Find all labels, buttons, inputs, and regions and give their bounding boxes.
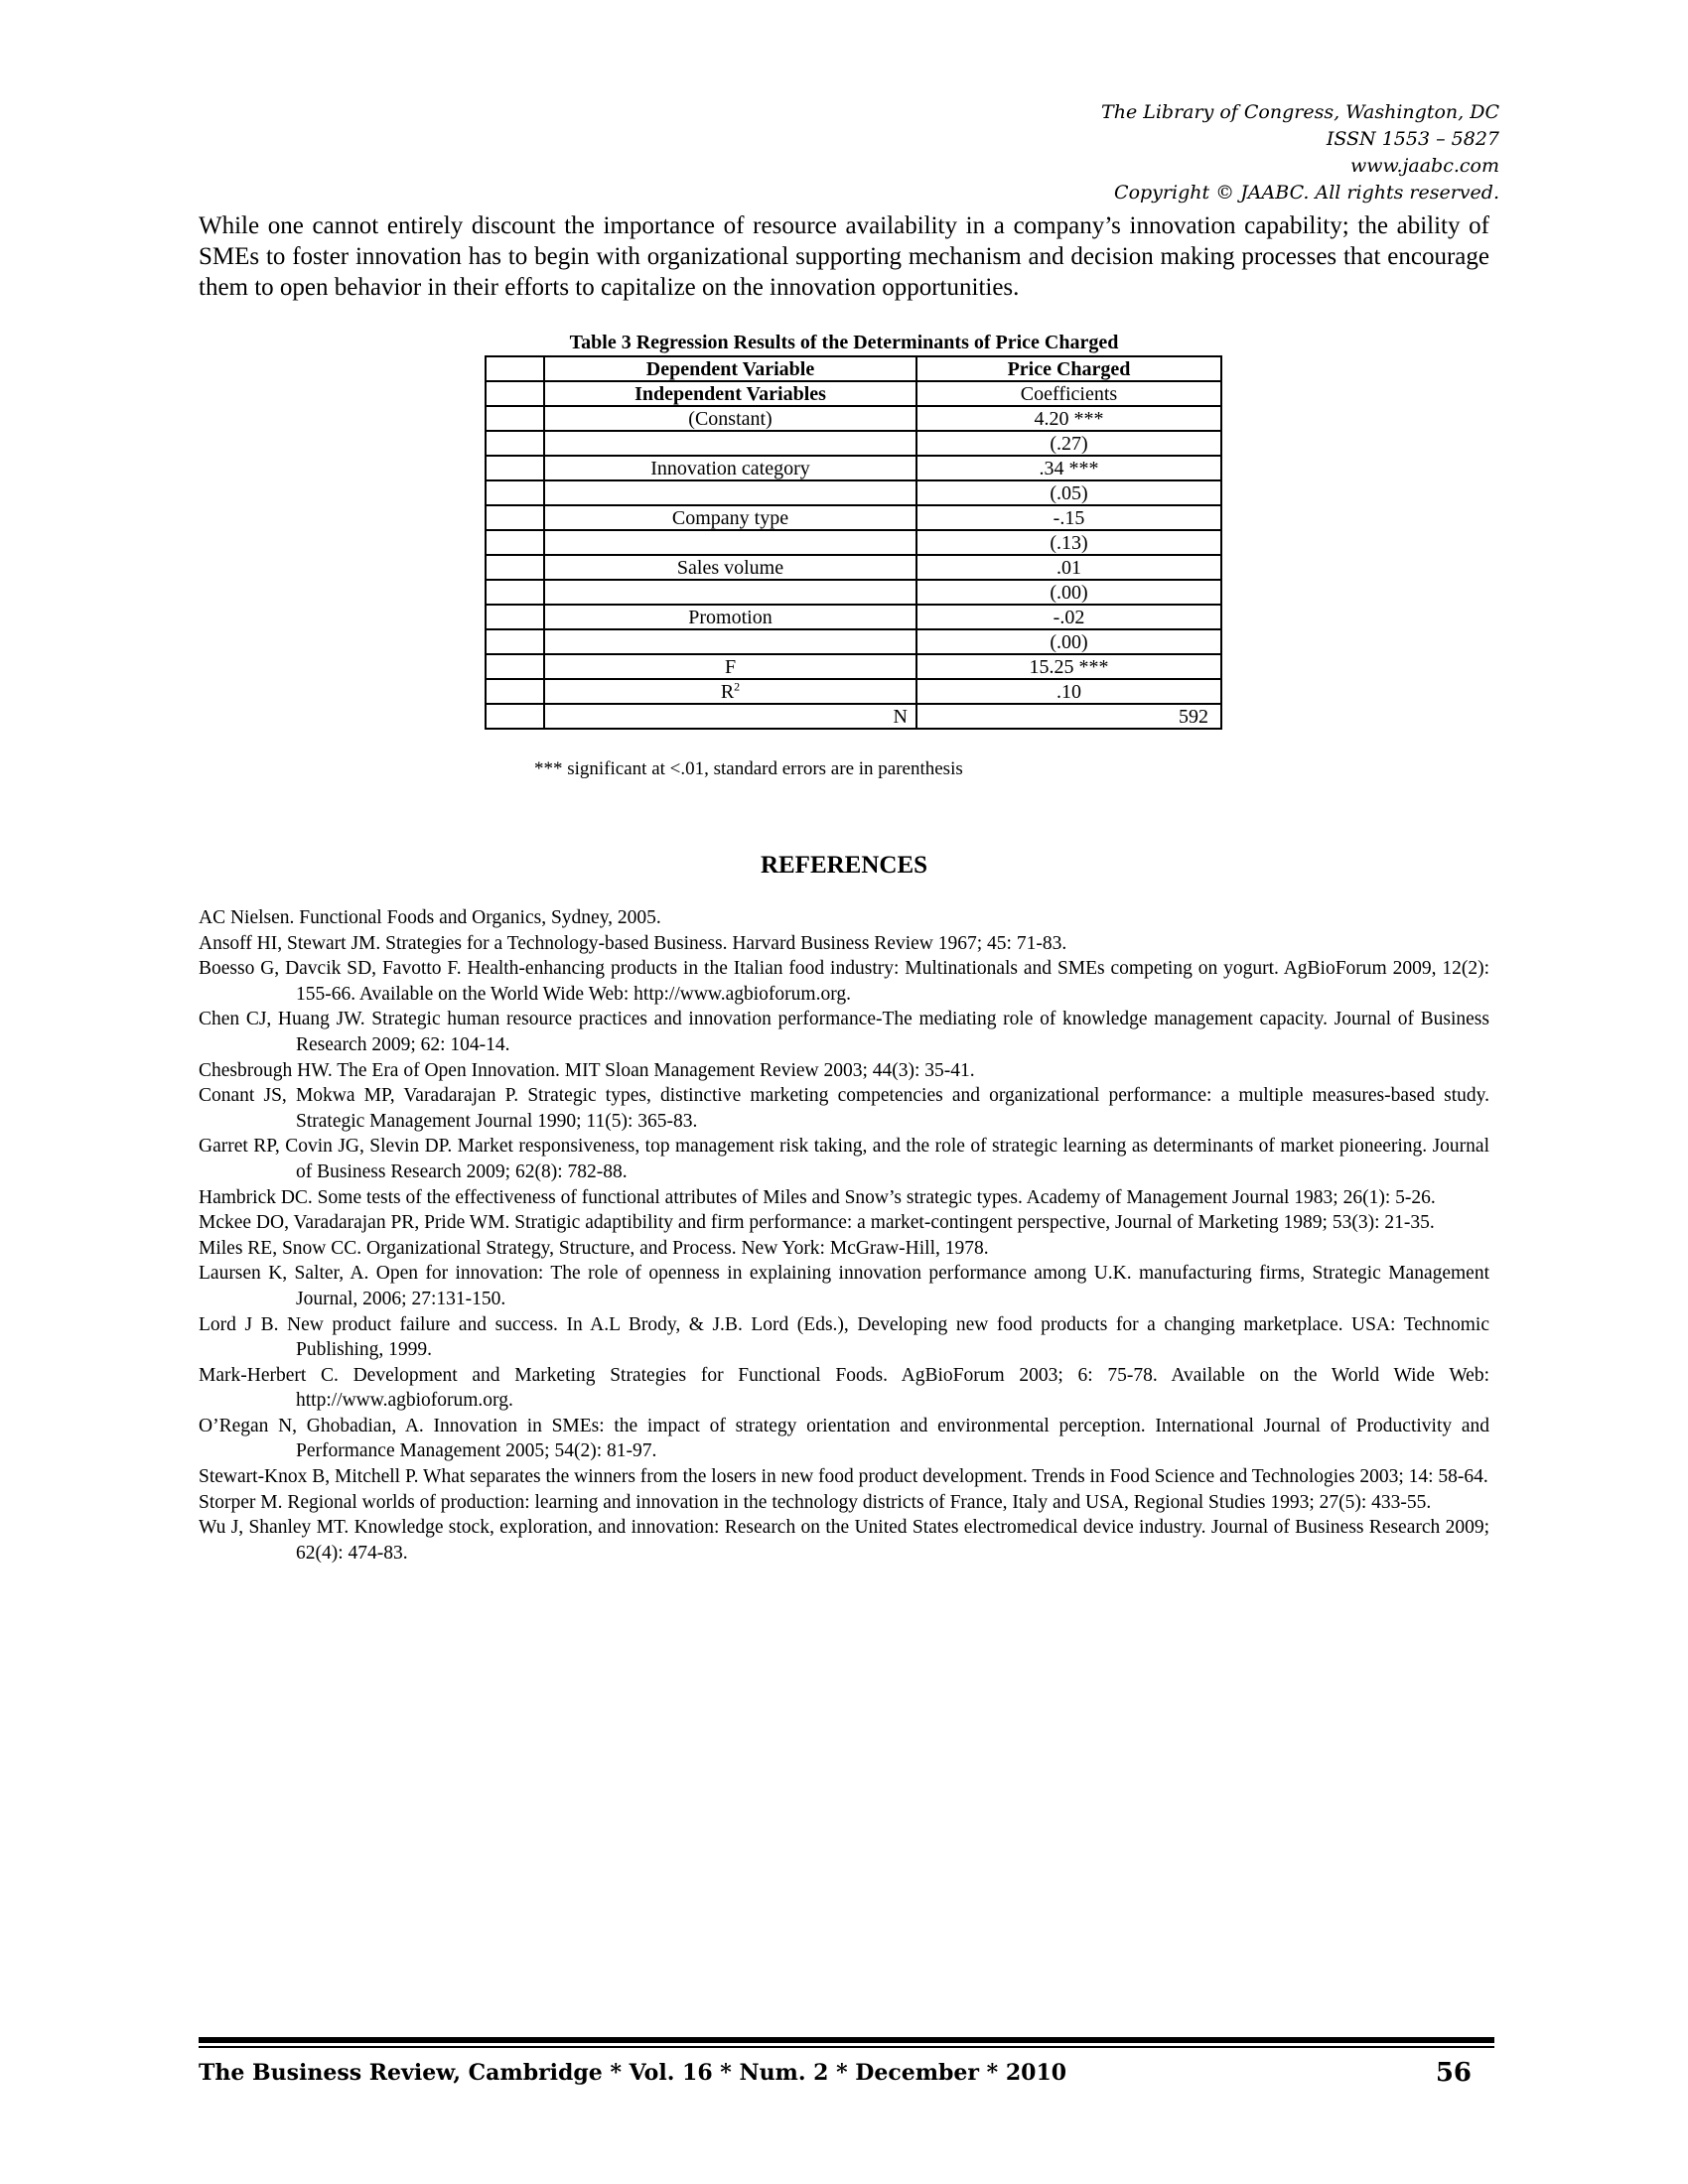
table-row-n [486,704,1221,729]
header-issn: ISSN 1553 – 5827 [1326,128,1499,150]
regression-table [485,355,1222,730]
reference-item: Garret RP, Covin JG, Slevin DP. Market responsiveness, top management risk taking, and the role of strategic learning as determinants of market pioneering. Journal of Business Research 2009; 62(8): 782-88. [199,1136,1489,1182]
row-coefficient: (.00) [916,580,1221,605]
r-squared-label [544,679,916,704]
reference-item: Mark-Herbert C. Development and Marketing Strategies for Functional Foods. AgBioForum 2003; 6: 75-78. Available on the World Wide Web: http://www.agbioforum.org. [199,1364,1489,1412]
row-coefficient: (.13) [916,530,1221,555]
row-coefficient: (.00) [916,629,1221,654]
table-row [486,456,1221,480]
row-coefficient: (.27) [916,431,1221,456]
reference-item: Chesbrough HW. The Era of Open Innovation. MIT Sloan Management Review 2003; 44(3): 35-41. [199,1059,975,1081]
reference-item: Ansoff HI, Stewart JM. Strategies for a Technology-based Business. Harvard Business Review 1967; 45: 71-83. [199,932,1067,954]
r-squared-value: .10 [916,679,1221,704]
row-coefficient: 15.25 *** [916,654,1221,679]
row-coefficient: 4.20 *** [916,406,1221,431]
row-variable: Sales volume [544,555,916,580]
row-variable [544,431,916,456]
table-row-r2 [486,679,1221,704]
reference-item: Hambrick DC. Some tests of the effectiveness of functional attributes of Miles and Snow’s strategic types. Academy of Management Journal 1983; 26(1): 5-26. [199,1186,1436,1208]
header-library: The Library of Congress, Washington, DC [1101,101,1499,123]
reference-item: Conant JS, Mokwa MP, Varadarajan P. Strategic types, distinctive marketing competencies and organizational performance: a multiple measures-based study. Strategic Management Journal 1990; 11(5): 365-83. [199,1085,1489,1132]
reference-item: Mckee DO, Varadarajan PR, Pride WM. Stratigic adaptibility and firm performance: a market-contingent perspective, Journal of Marketing 1989; 53(3): 21-35. [199,1212,1435,1234]
reference-item: O’Regan N, Ghobadian, A. Innovation in SMEs: the impact of strategy orientation and environmental perception. International Journal of Productivity and Performance Management 2005; 54(2): 81-97. [199,1415,1489,1462]
table-row [486,406,1221,431]
row-coefficient: -.02 [916,605,1221,629]
coefficients-header: Coefficients [916,381,1221,406]
table-row [486,654,1221,679]
dependent-variable-header: Dependent Variable [544,356,916,381]
r-superscript: 2 [734,678,741,693]
footer-journal: The Business Review, Cambridge * Vol. 16 * Num. 2 * December * 2010 [199,2060,1067,2086]
reference-item: AC Nielsen. Functional Foods and Organics, Sydney, 2005. [199,907,661,928]
row-coefficient: (.05) [916,480,1221,505]
r-label: R [720,680,735,703]
n-value: 592 [916,704,1221,729]
table-row [486,629,1221,654]
table-row [486,580,1221,605]
references-title: REFERENCES [760,852,928,879]
reference-item: Laursen K, Salter, A. Open for innovation: The role of openness in explaining innovation performance among U.K. manufacturing firms, Strategic Management Journal, 2006; 27:131-150. [199,1263,1489,1309]
row-variable [544,580,916,605]
row-variable: Promotion [544,605,916,629]
row-variable [544,629,916,654]
row-coefficient: .01 [916,555,1221,580]
reference-item: Wu J, Shanley MT. Knowledge stock, exploration, and innovation: Research on the United States electromedical device industry. Journal of Business Research 2009; 62(4): 474-83. [199,1517,1489,1564]
reference-item: Storper M. Regional worlds of production: learning and innovation in the technology districts of France, Italy and USA, Regional Studies 1993; 27(5): 433-55. [199,1491,1432,1513]
page-header [1101,99,1499,206]
price-charged-header: Price Charged [916,356,1221,381]
page-number: 56 [1435,2058,1472,2088]
table-row [486,555,1221,580]
header-copyright: Copyright © JAABC. All rights reserved. [1114,182,1499,204]
table-header-row [486,356,1221,381]
footer-rule-thin [199,2046,1494,2048]
references-list [199,905,1489,1566]
row-variable: Company type [544,505,916,530]
n-label: N [544,704,916,729]
table-row [486,480,1221,505]
intro-paragraph: While one cannot entirely discount the importance of resource availability in a company’s innovation capability; the ability of SMEs to foster innovation has to begin with organizational supporting mechanism and decision making processes that encourage them to open behavior in their efforts to capitalize on the innovation opportunities. [199,212,1489,301]
row-variable [544,480,916,505]
reference-item: Chen CJ, Huang JW. Strategic human resource practices and innovation performance-The mediating role of knowledge management capacity. Journal of Business Research 2009; 62: 104-14. [199,1009,1489,1055]
row-coefficient: -.15 [916,505,1221,530]
row-variable: F [544,654,916,679]
table-row [486,605,1221,629]
table-row [486,431,1221,456]
table-row [486,505,1221,530]
header-website: www.jaabc.com [1349,155,1499,177]
table-row [486,530,1221,555]
table-subheader-row [486,381,1221,406]
row-variable: (Constant) [544,406,916,431]
row-variable: Innovation category [544,456,916,480]
row-variable [544,530,916,555]
reference-item: Boesso G, Davcik SD, Favotto F. Health-enhancing products in the Italian food industry: Multinationals and SMEs competing on yogurt. AgBioForum 2009, 12(2): 155-66. Available on the World Wide Web: http://www.agbioforum.org. [199,958,1489,1005]
row-coefficient: .34 *** [916,456,1221,480]
reference-item: Lord J B. New product failure and success. In A.L Brody, & J.B. Lord (Eds.), Developing new food products for a changing marketplace. USA: Technomic Publishing, 1999. [199,1313,1489,1361]
independent-variables-header: Independent Variables [544,381,916,406]
table-caption: Table 3 Regression Results of the Determinants of Price Charged [569,332,1119,353]
reference-item: Miles RE, Snow CC. Organizational Strategy, Structure, and Process. New York: McGraw-Hill, 1978. [199,1237,989,1259]
table-note: *** significant at <.01, standard errors are in parenthesis [534,758,963,779]
footer-rule [199,2037,1494,2043]
reference-item: Stewart-Knox B, Mitchell P. What separates the winners from the losers in new food product development. Trends in Food Science and Technologies 2003; 14: 58-64. [199,1466,1488,1488]
